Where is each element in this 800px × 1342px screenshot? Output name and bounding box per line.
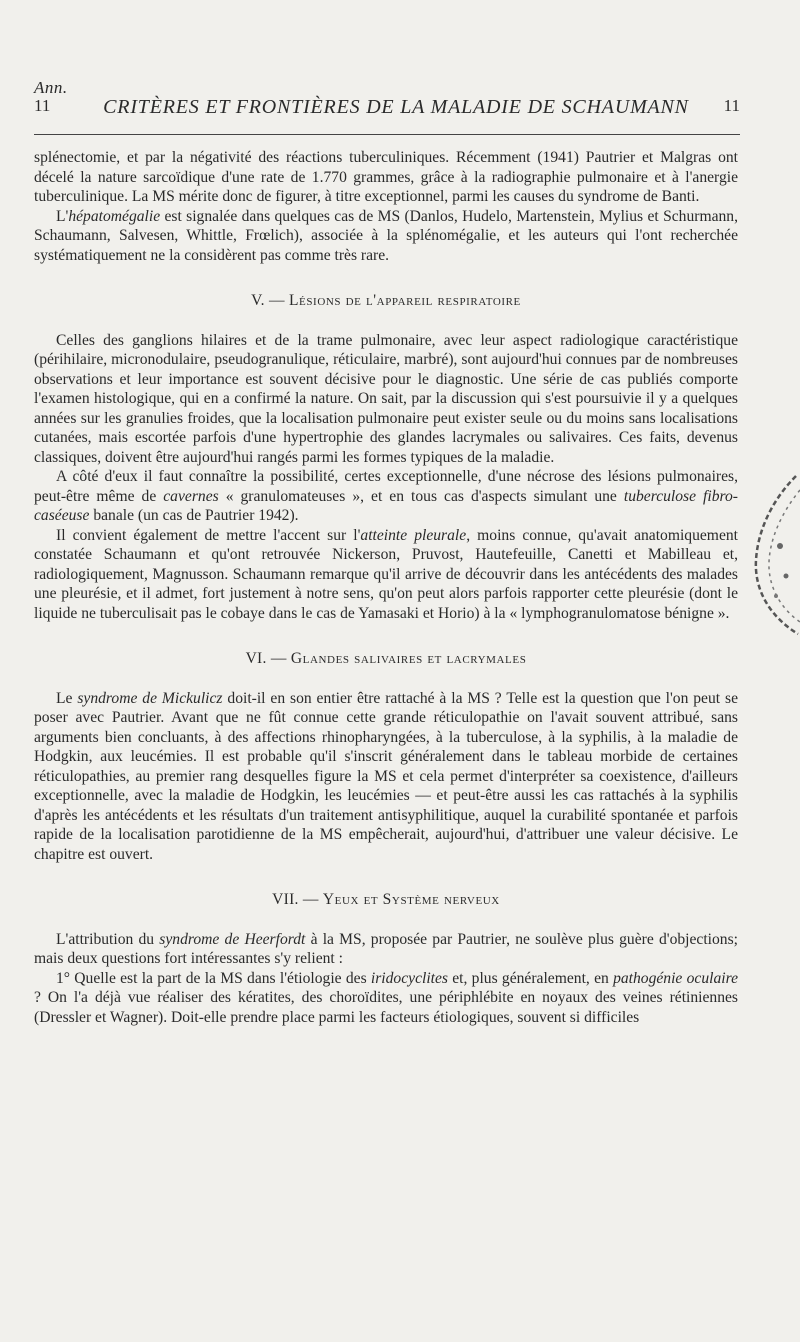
paragraph-splenectomie: splénectomie, et par la négativité des réactions tuberculiniques. Récemment (1941) Pautrier et Malgras ont décelé la nature sarcoïdique d'une rate de 1.770 grammes, grâce à la radiographie pulmonaire et à l'anergie tuberculinique. La MS mérite donc de figurer, à titre exceptionnel, parmi les causes du syndrome de Banti. <box>34 149 738 205</box>
running-header <box>34 96 740 126</box>
paragraph-ganglions: Celles des ganglions hilaires et de la trame pulmonaire, avec leur aspect radiologique caractéristique (périhilaire, micronodulaire, pseudogranulique, réticulaire, marbré), sont aujourd'hui connues par de nombreuses observations et leur importance est souvent décisive pour le diagnostic. Une série de cas publiés comporte l'examen histologique, qui en a confirmé la nature. On sait, par la discussion qui s'est poursuivie il y a quelques années sur les granulies froides, que la localisation pulmonaire peut exister seule ou du moins sans localisations cutanées, mais escortée parfois d'une hypertrophie des glandes lacrymales ou salivaires. Ces faits, devenus classiques, doivent être aujourd'hui rangés parmi les formes typiques de la maladie. <box>34 331 738 466</box>
article-body <box>34 148 738 1027</box>
paragraph-pathogenie-oculaire: 1° Quelle est la part de la MS dans l'étiologie des iridocyclites et, plus généralement, en pathogénie oculaire ? On l'a déjà vue réaliser des kératites, des choroïdites, une périphlébite en noyaux des veines rétiniennes (Dressler et Wagner). Doit-elle prendre place parmi les facteurs étiologiques, souvent si difficiles <box>34 969 739 1026</box>
annotation-ann: Ann. <box>34 78 68 97</box>
paragraph-mickulicz: Le syndrome de Mickulicz doit-il en son entier être rattaché à la MS ? Telle est la question que l'on peut se poser avec Pautrier. Avant que ne fût connue cette grande réticulopathie on l'avait souvent attribué, sans arguments bien concluants, à des affections rhinopharyngées, à la tuberculose, à la syphilis, à la maladie de Hodgkin, aux leucémies. Il est probable qu'il s'inscrit généralement dans le tableau morbide de certaines réticulopathies, au premier rang desquelles figure la MS et cela permet d'interpréter sa coexistence, d'ailleurs exceptionnelle, avec la maladie de Hodgkin, les leucémies — et peut-être aussi les cas rattachés à la syphilis d'après les antécédents et les résultats d'un traitement antisyphilitique, auquel la curabilité spontanée et parfois rapide de la localisation parotidienne de la MS empêcherait, aujourd'hui, d'attribuer une valeur décisive. Le chapitre est ouvert. <box>34 689 738 863</box>
header-rule <box>34 134 740 135</box>
paragraph-hepatomegalie: L'hépatomégalie est signalée dans quelques cas de MS (Danlos, Hudelo, Martenstein, Mylius et Schurmann, Schaumann, Salvesen, Whittle, Frœlich), associée à la splénomégalie, et les auteurs qui l'ont recherchée systématiquement ne la considèrent pas comme très rare. <box>34 207 738 264</box>
section-heading-v: V. — Lésions de l'appareil respiratoire <box>251 292 521 309</box>
section-heading-vii: VII. — Yeux et Système nerveux <box>272 891 500 908</box>
term-hepatomegalie: hépatomégalie <box>68 207 161 225</box>
library-stamp-icon <box>736 468 800 640</box>
running-title: CRITÈRES ET FRONTIÈRES DE LA MALADIE DE SCHAUMANN <box>103 96 689 118</box>
section-heading-vi: VI. — Glandes salivaires et lacrymales <box>245 650 527 667</box>
paragraph-heerfordt: L'attribution du syndrome de Heerfordt à la MS, proposée par Pautrier, ne soulève plus guère d'objections; mais deux questions fort intéressantes s'y relient : <box>34 930 738 967</box>
paragraph-cavernes: A côté d'eux il faut connaître la possibilité, certes exceptionnelle, d'une nécrose des lésions pulmonaires, peut-être même de cavernes « granulomateuses », et en tous cas d'aspects simulant une tuberculose fibro-caséeuse banale (un cas de Pautrier 1942). <box>34 468 738 524</box>
paragraph-atteinte-pleurale: Il convient également de mettre l'accent sur l'atteinte pleurale, moins connue, qu'avait anatomiquement constatée Schaumann et qu'ont retrouvée Nickerson, Pruvost, Hautefeuille, Canetti et Mabilleau et, radiologiquement, Magnusson. Schaumann remarque qu'il arrive de découvrir dans les antécédents des malades une pleurésie, et il admet, fort justement à notre sens, qu'on peut alors parfois rapporter cette pleurésie (dont le liquide ne tuberculisait pas le cobaye dans le cas de Yamasaki et Horio) à la « lymphogranulomatose bénigne ». <box>34 526 738 622</box>
page-number-left: 11 <box>34 96 51 115</box>
page-number-right: 11 <box>723 96 740 115</box>
